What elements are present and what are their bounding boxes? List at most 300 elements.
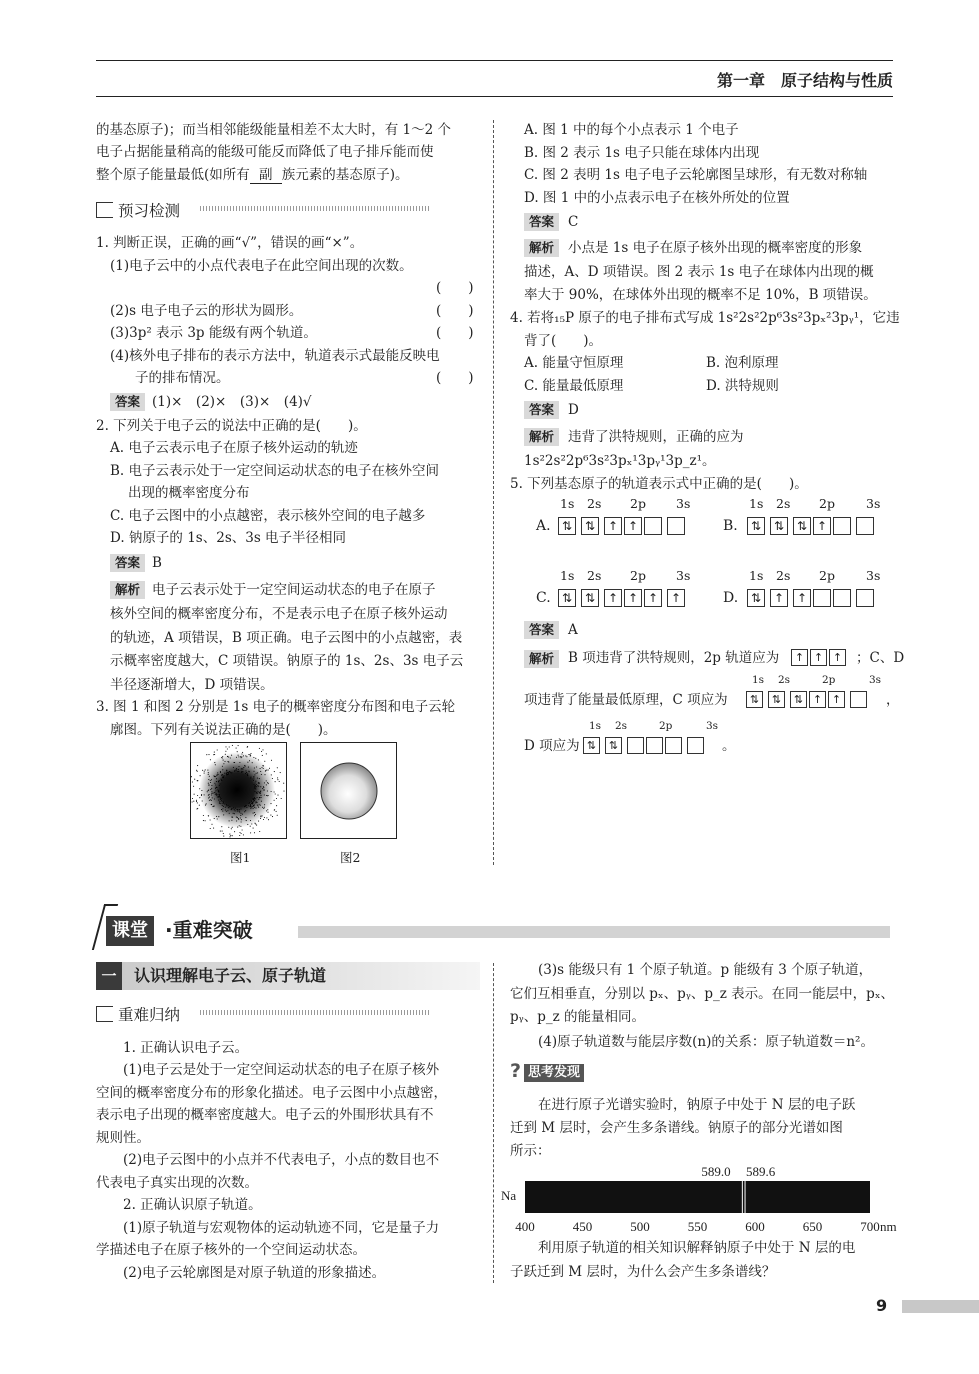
density-dot — [230, 757, 231, 758]
density-dot — [212, 797, 213, 798]
density-dot — [249, 760, 250, 761]
density-dot — [251, 823, 252, 824]
density-dot — [232, 817, 233, 818]
orbital-group — [793, 517, 851, 535]
body-line: 它们互相垂直，分别以 pₓ、pᵧ、p_z 表示。在同一能层中，pₓ、 — [510, 986, 895, 1002]
answer-badge: 答案 — [524, 401, 559, 419]
q2-analysis: 半径逐渐增大，D 项错误。 — [110, 677, 274, 693]
label-2p: 2p — [819, 568, 835, 583]
orbital-box: ↑ — [604, 589, 622, 607]
q5-analysis: ；C、D — [856, 650, 905, 666]
density-dot — [260, 771, 261, 772]
density-dot — [274, 800, 275, 801]
orbital-group — [667, 589, 685, 607]
fix-c-labels — [746, 674, 896, 688]
q2-analysis: 电子云表示处于一定空间运动状态的电子在原子 — [152, 582, 436, 598]
orbital-group — [558, 517, 576, 535]
density-dot — [197, 802, 198, 803]
orbital-group — [583, 737, 600, 754]
density-dot — [264, 804, 265, 805]
density-dot — [215, 794, 216, 795]
density-dot — [219, 796, 220, 797]
orbital-group — [746, 691, 763, 708]
q4-stem: 背了( )。 — [524, 333, 603, 349]
density-dot — [254, 812, 255, 813]
orbital-box — [856, 517, 874, 535]
orbital-box — [646, 737, 663, 754]
body-line: pᵧ、p_z 的能量相同。 — [510, 1009, 646, 1025]
density-dot — [254, 804, 255, 805]
density-dot — [226, 772, 227, 773]
density-dot — [210, 780, 211, 781]
density-dot — [255, 807, 256, 808]
orbital-box: ↑ — [770, 589, 788, 607]
density-dot — [221, 757, 222, 758]
density-dot — [230, 772, 231, 773]
q1-paren: ( ) — [436, 370, 474, 386]
spectrum-svg — [498, 1160, 908, 1240]
fig1-caption: 图1 — [230, 850, 251, 865]
body-line: (1)电子云是处于一定空间运动状态的电子在原子核外 — [123, 1062, 440, 1078]
q3-option: D. 图 1 中的小点表示电子在核外所处的位置 — [524, 190, 790, 206]
density-dot — [259, 748, 260, 749]
density-dot — [254, 774, 255, 775]
density-dot — [193, 801, 194, 802]
body-line: (1)原子轨道与宏观物体的运动轨迹不同，它是量子力 — [123, 1220, 440, 1236]
orbital-box: ↑ — [829, 649, 846, 666]
density-dot — [266, 810, 267, 811]
density-dot — [256, 801, 257, 802]
orbital-box: ⇅ — [558, 589, 576, 607]
density-dot — [229, 746, 230, 747]
intro-text: 整个原子能量最低(如所有 — [96, 167, 250, 183]
density-dot — [258, 821, 259, 822]
density-dot — [238, 769, 239, 770]
intro-line — [96, 165, 409, 185]
density-dot — [227, 761, 228, 762]
orbital-box: ⇅ — [558, 517, 576, 535]
q2-analysis: 示概率密度越大，C 项错误。钠原子的 1s、2s、3s 电子云 — [110, 653, 464, 669]
think-title: 思考发现 — [524, 1064, 584, 1082]
intro-text: 族元素的基态原子)。 — [281, 167, 409, 183]
density-dot — [215, 788, 216, 789]
density-dot — [202, 800, 203, 801]
density-dot — [215, 790, 216, 791]
density-dot — [226, 811, 227, 812]
density-dot — [222, 766, 223, 767]
q1-item: (3)3p² 表示 3p 能级有两个轨道。 — [110, 325, 317, 341]
density-dot — [217, 749, 218, 750]
density-dot — [276, 811, 277, 812]
orbital-box: ↑ — [809, 691, 826, 708]
density-dot — [209, 776, 210, 777]
section-tag: 课堂 — [106, 916, 154, 946]
density-dot — [211, 779, 212, 780]
label-1s: 1s — [589, 720, 602, 732]
q1-item: 子的排布情况。 — [135, 370, 230, 386]
density-dot — [211, 788, 212, 789]
option-b-diagram — [723, 496, 893, 541]
density-dot — [197, 765, 198, 766]
density-dot — [219, 802, 220, 803]
density-dot — [223, 760, 224, 761]
density-dot — [258, 805, 259, 806]
density-dot — [226, 804, 227, 805]
density-dot — [197, 780, 198, 781]
density-dot — [227, 756, 228, 757]
density-dot — [233, 767, 234, 768]
density-dot — [239, 832, 240, 833]
density-dot — [236, 820, 237, 821]
density-dot — [243, 767, 244, 768]
orbital-group — [856, 589, 874, 607]
density-dot — [214, 752, 215, 753]
density-dot — [214, 762, 215, 763]
density-dot — [229, 834, 230, 835]
density-dot — [223, 775, 224, 776]
orbital-box: ↑ — [604, 517, 622, 535]
density-dot — [245, 805, 246, 806]
density-dot — [219, 801, 220, 802]
answer-badge: 答案 — [110, 554, 145, 572]
label-3s: 3s — [869, 674, 882, 686]
density-dot — [234, 809, 235, 810]
label-2p: 2p — [822, 674, 836, 686]
q4-analysis: 违背了洪特规则，正确的应为 — [568, 429, 744, 445]
density-dot — [248, 767, 249, 768]
density-dot — [211, 785, 212, 786]
q1-item: (4)核外电子排布的表示方法中，轨道表示式最能反映电 — [110, 348, 440, 364]
density-dot — [206, 754, 207, 755]
density-dot — [231, 755, 232, 756]
density-dot — [260, 815, 261, 816]
intro-line: 电子占据能量稍高的能级可能反而降低了电子排斥能而使 — [96, 144, 434, 160]
density-dot — [253, 798, 254, 799]
density-dot — [235, 810, 236, 811]
density-dot — [205, 805, 206, 806]
body-line: 表示电子出现的概率密度越大。电子云的外围形状具有不 — [96, 1107, 434, 1123]
density-dot — [203, 820, 204, 821]
density-dot — [241, 771, 242, 772]
density-dot — [222, 774, 223, 775]
footer-bar — [902, 1300, 979, 1313]
density-dot — [194, 779, 195, 780]
section-banner-bar — [298, 926, 890, 938]
density-dot — [204, 794, 205, 795]
line-label: 589.0 — [701, 1164, 731, 1179]
label-3s: 3s — [676, 496, 691, 511]
orbital-box: ↑ — [624, 589, 642, 607]
density-dot — [258, 782, 259, 783]
q4-option: D. 洪特规则 — [706, 378, 779, 394]
density-dot — [201, 790, 202, 791]
orbital-box — [850, 691, 867, 708]
fig2-caption: 图2 — [340, 850, 361, 865]
density-dot — [233, 813, 234, 814]
density-dot — [225, 754, 226, 755]
density-dot — [229, 836, 230, 837]
analysis-badge: 解析 — [524, 428, 559, 446]
density-dot — [196, 801, 197, 802]
section-title: 预习检测 — [118, 202, 181, 220]
density-dot — [197, 771, 198, 772]
orbital-group — [770, 589, 788, 607]
part-title: 认识理解电子云、原子轨道 — [134, 966, 327, 985]
orbital-group — [768, 691, 785, 708]
density-dot — [232, 745, 233, 746]
density-dot — [223, 806, 224, 807]
column-divider-bottom — [493, 963, 494, 1283]
density-dot — [254, 767, 255, 768]
density-dot — [208, 779, 209, 780]
density-dot — [222, 831, 223, 832]
density-dot — [280, 772, 281, 773]
density-dot — [274, 771, 275, 772]
fix-c-boxes — [746, 691, 867, 708]
density-dot — [237, 827, 238, 828]
density-dot — [224, 761, 225, 762]
body-line: (4)原子轨道数与能层序数(n)的关系：原子轨道数＝n²。 — [538, 1034, 874, 1050]
density-dot — [221, 809, 222, 810]
density-dot — [192, 798, 193, 799]
q4-option: C. 能量最低原理 — [524, 378, 624, 394]
density-dot — [236, 809, 237, 810]
orbital-box: ⇅ — [583, 737, 600, 754]
density-dot — [204, 773, 205, 774]
label-2p: 2p — [659, 720, 673, 732]
density-dot — [271, 760, 272, 761]
body-line: 迁到 M 层时，会产生多条谱线。钠原子的部分光谱如图 — [510, 1120, 843, 1136]
density-dot — [253, 771, 254, 772]
density-dot — [277, 779, 278, 780]
figure-2-boundary-surface — [300, 742, 397, 839]
preview-heading — [96, 199, 431, 221]
density-dot — [254, 807, 255, 808]
label-3s: 3s — [866, 496, 881, 511]
q3-answer: C — [568, 214, 579, 230]
density-dot — [205, 769, 206, 770]
q2-option: C. 电子云图中的小点越密，表示核外空间的电子越多 — [110, 508, 426, 524]
density-dot — [228, 757, 229, 758]
orbital-box — [833, 589, 851, 607]
body-line: (3)s 能级只有 1 个原子轨道。p 能级有 3 个原子轨道， — [538, 962, 873, 978]
density-dot — [208, 754, 209, 755]
question-mark-icon: ? — [510, 1060, 522, 1082]
page-number: 9 — [876, 1296, 888, 1315]
density-dot — [262, 788, 263, 789]
density-dot — [255, 781, 256, 782]
density-dot — [209, 797, 210, 798]
density-dot — [262, 807, 263, 808]
density-dot — [266, 784, 267, 785]
density-dot — [201, 795, 202, 796]
density-dot — [216, 775, 217, 776]
tick-label: 600 — [745, 1219, 765, 1234]
label-3s: 3s — [866, 568, 881, 583]
orbital-group — [793, 589, 851, 607]
density-dot — [208, 789, 209, 790]
density-dot — [240, 826, 241, 827]
density-dot — [222, 805, 223, 806]
intro-line: 的基态原子)；而当相邻能级能量相差不太大时，有 1～2 个 — [96, 122, 452, 138]
density-dot — [245, 755, 246, 756]
density-dot — [220, 831, 221, 832]
density-dot — [253, 801, 254, 802]
density-dot — [225, 746, 226, 747]
fix-b-boxes — [791, 649, 846, 666]
density-dot — [270, 815, 271, 816]
spectrum-band — [525, 1181, 870, 1213]
density-dot — [208, 815, 209, 816]
density-dot — [256, 786, 257, 787]
orbital-box: ↑ — [813, 517, 831, 535]
density-dot — [268, 769, 269, 770]
density-dot — [207, 770, 208, 771]
density-dot — [264, 789, 265, 790]
density-dot — [238, 745, 239, 746]
density-dot — [210, 819, 211, 820]
density-dot — [236, 757, 237, 758]
density-dot — [253, 778, 254, 779]
density-dot — [211, 804, 212, 805]
density-dot — [222, 811, 223, 812]
label-2s: 2s — [587, 568, 602, 583]
sodium-spectrum-chart — [498, 1160, 908, 1240]
density-dot — [196, 808, 197, 809]
density-dot — [252, 762, 253, 763]
orbital-box: ⇅ — [770, 517, 788, 535]
density-dot — [252, 806, 253, 807]
density-dot — [250, 754, 251, 755]
density-dot — [253, 780, 254, 781]
density-dot — [210, 828, 211, 829]
density-dot — [207, 791, 208, 792]
density-dot — [250, 778, 251, 779]
density-dot — [245, 770, 246, 771]
density-dot — [277, 815, 278, 816]
density-dot — [218, 791, 219, 792]
density-dot — [215, 784, 216, 785]
orbital-box — [667, 517, 685, 535]
density-dot — [225, 810, 226, 811]
q3-option: B. 图 2 表示 1s 电子只能在球体内出现 — [524, 145, 760, 161]
density-dot — [250, 808, 251, 809]
density-dot — [210, 759, 211, 760]
q4-option: B. 泡利原理 — [706, 355, 779, 371]
density-dot — [260, 786, 261, 787]
density-dot — [213, 775, 214, 776]
orbital-group — [581, 589, 599, 607]
density-dot — [214, 818, 215, 819]
density-dot — [257, 793, 258, 794]
density-dot — [266, 795, 267, 796]
density-dot — [222, 808, 223, 809]
label-3s: 3s — [706, 720, 719, 732]
density-dot — [264, 761, 265, 762]
q5-analysis: 。 — [722, 738, 736, 754]
density-dot — [234, 831, 235, 832]
probability-density-cloud — [191, 743, 287, 839]
density-dot — [260, 792, 261, 793]
density-dot — [261, 751, 262, 752]
density-dot — [240, 817, 241, 818]
density-dot — [255, 798, 256, 799]
density-dot — [255, 758, 256, 759]
density-dot — [264, 782, 265, 783]
density-dot — [251, 803, 252, 804]
density-dot — [224, 773, 225, 774]
density-dot — [223, 836, 224, 837]
density-dot — [210, 789, 211, 790]
density-dot — [274, 809, 275, 810]
q4-answer: D — [568, 402, 579, 418]
density-dot — [206, 803, 207, 804]
density-dot — [227, 810, 228, 811]
orbital-box: ↑ — [624, 517, 642, 535]
density-dot — [219, 795, 220, 796]
density-dot — [236, 817, 237, 818]
density-dot — [252, 802, 253, 803]
q2-analysis: 的轨迹，A 项错误，B 项正确。电子云图中的小点越密，表 — [110, 630, 463, 646]
q5-analysis: B 项违背了洪特规则，2p 轨道应为 — [568, 650, 780, 666]
density-dot — [211, 824, 212, 825]
density-dot — [213, 793, 214, 794]
density-dot — [268, 783, 269, 784]
density-dot — [240, 815, 241, 816]
density-dot — [272, 778, 273, 779]
density-dot — [222, 769, 223, 770]
orbital-box: ↑ — [793, 589, 811, 607]
heading-rule — [200, 206, 431, 211]
orbital-group — [604, 517, 662, 535]
density-dot — [272, 816, 273, 817]
density-dot — [259, 831, 260, 832]
density-dot — [250, 820, 251, 821]
orbital-group — [850, 691, 867, 708]
density-dot — [228, 772, 229, 773]
body-line: 1. 正确认识电子云。 — [123, 1040, 249, 1056]
density-dot — [236, 748, 237, 749]
orbital-group — [581, 517, 599, 535]
density-dot — [246, 756, 247, 757]
density-dot — [281, 798, 282, 799]
density-dot — [234, 762, 235, 763]
orbital-box: ↑ — [828, 691, 845, 708]
density-dot — [199, 797, 200, 798]
orbital-box — [687, 737, 704, 754]
q1-paren: ( ) — [436, 280, 474, 296]
density-dot — [219, 785, 220, 786]
density-dot — [250, 806, 251, 807]
density-dot — [211, 794, 212, 795]
density-dot — [220, 803, 221, 804]
density-dot — [250, 826, 251, 827]
density-dot — [217, 796, 218, 797]
density-dot — [250, 755, 251, 756]
section-mark-icon — [96, 1006, 113, 1022]
density-dot — [233, 807, 234, 808]
density-dot — [208, 797, 209, 798]
density-dot — [245, 817, 246, 818]
density-dot — [229, 820, 230, 821]
density-dot — [238, 755, 239, 756]
orbital-box: ⇅ — [605, 737, 622, 754]
density-dot — [234, 813, 235, 814]
density-dot — [223, 814, 224, 815]
density-dot — [237, 751, 238, 752]
body-line: 规则性。 — [96, 1130, 150, 1146]
line-label: 589.6 — [746, 1164, 776, 1179]
